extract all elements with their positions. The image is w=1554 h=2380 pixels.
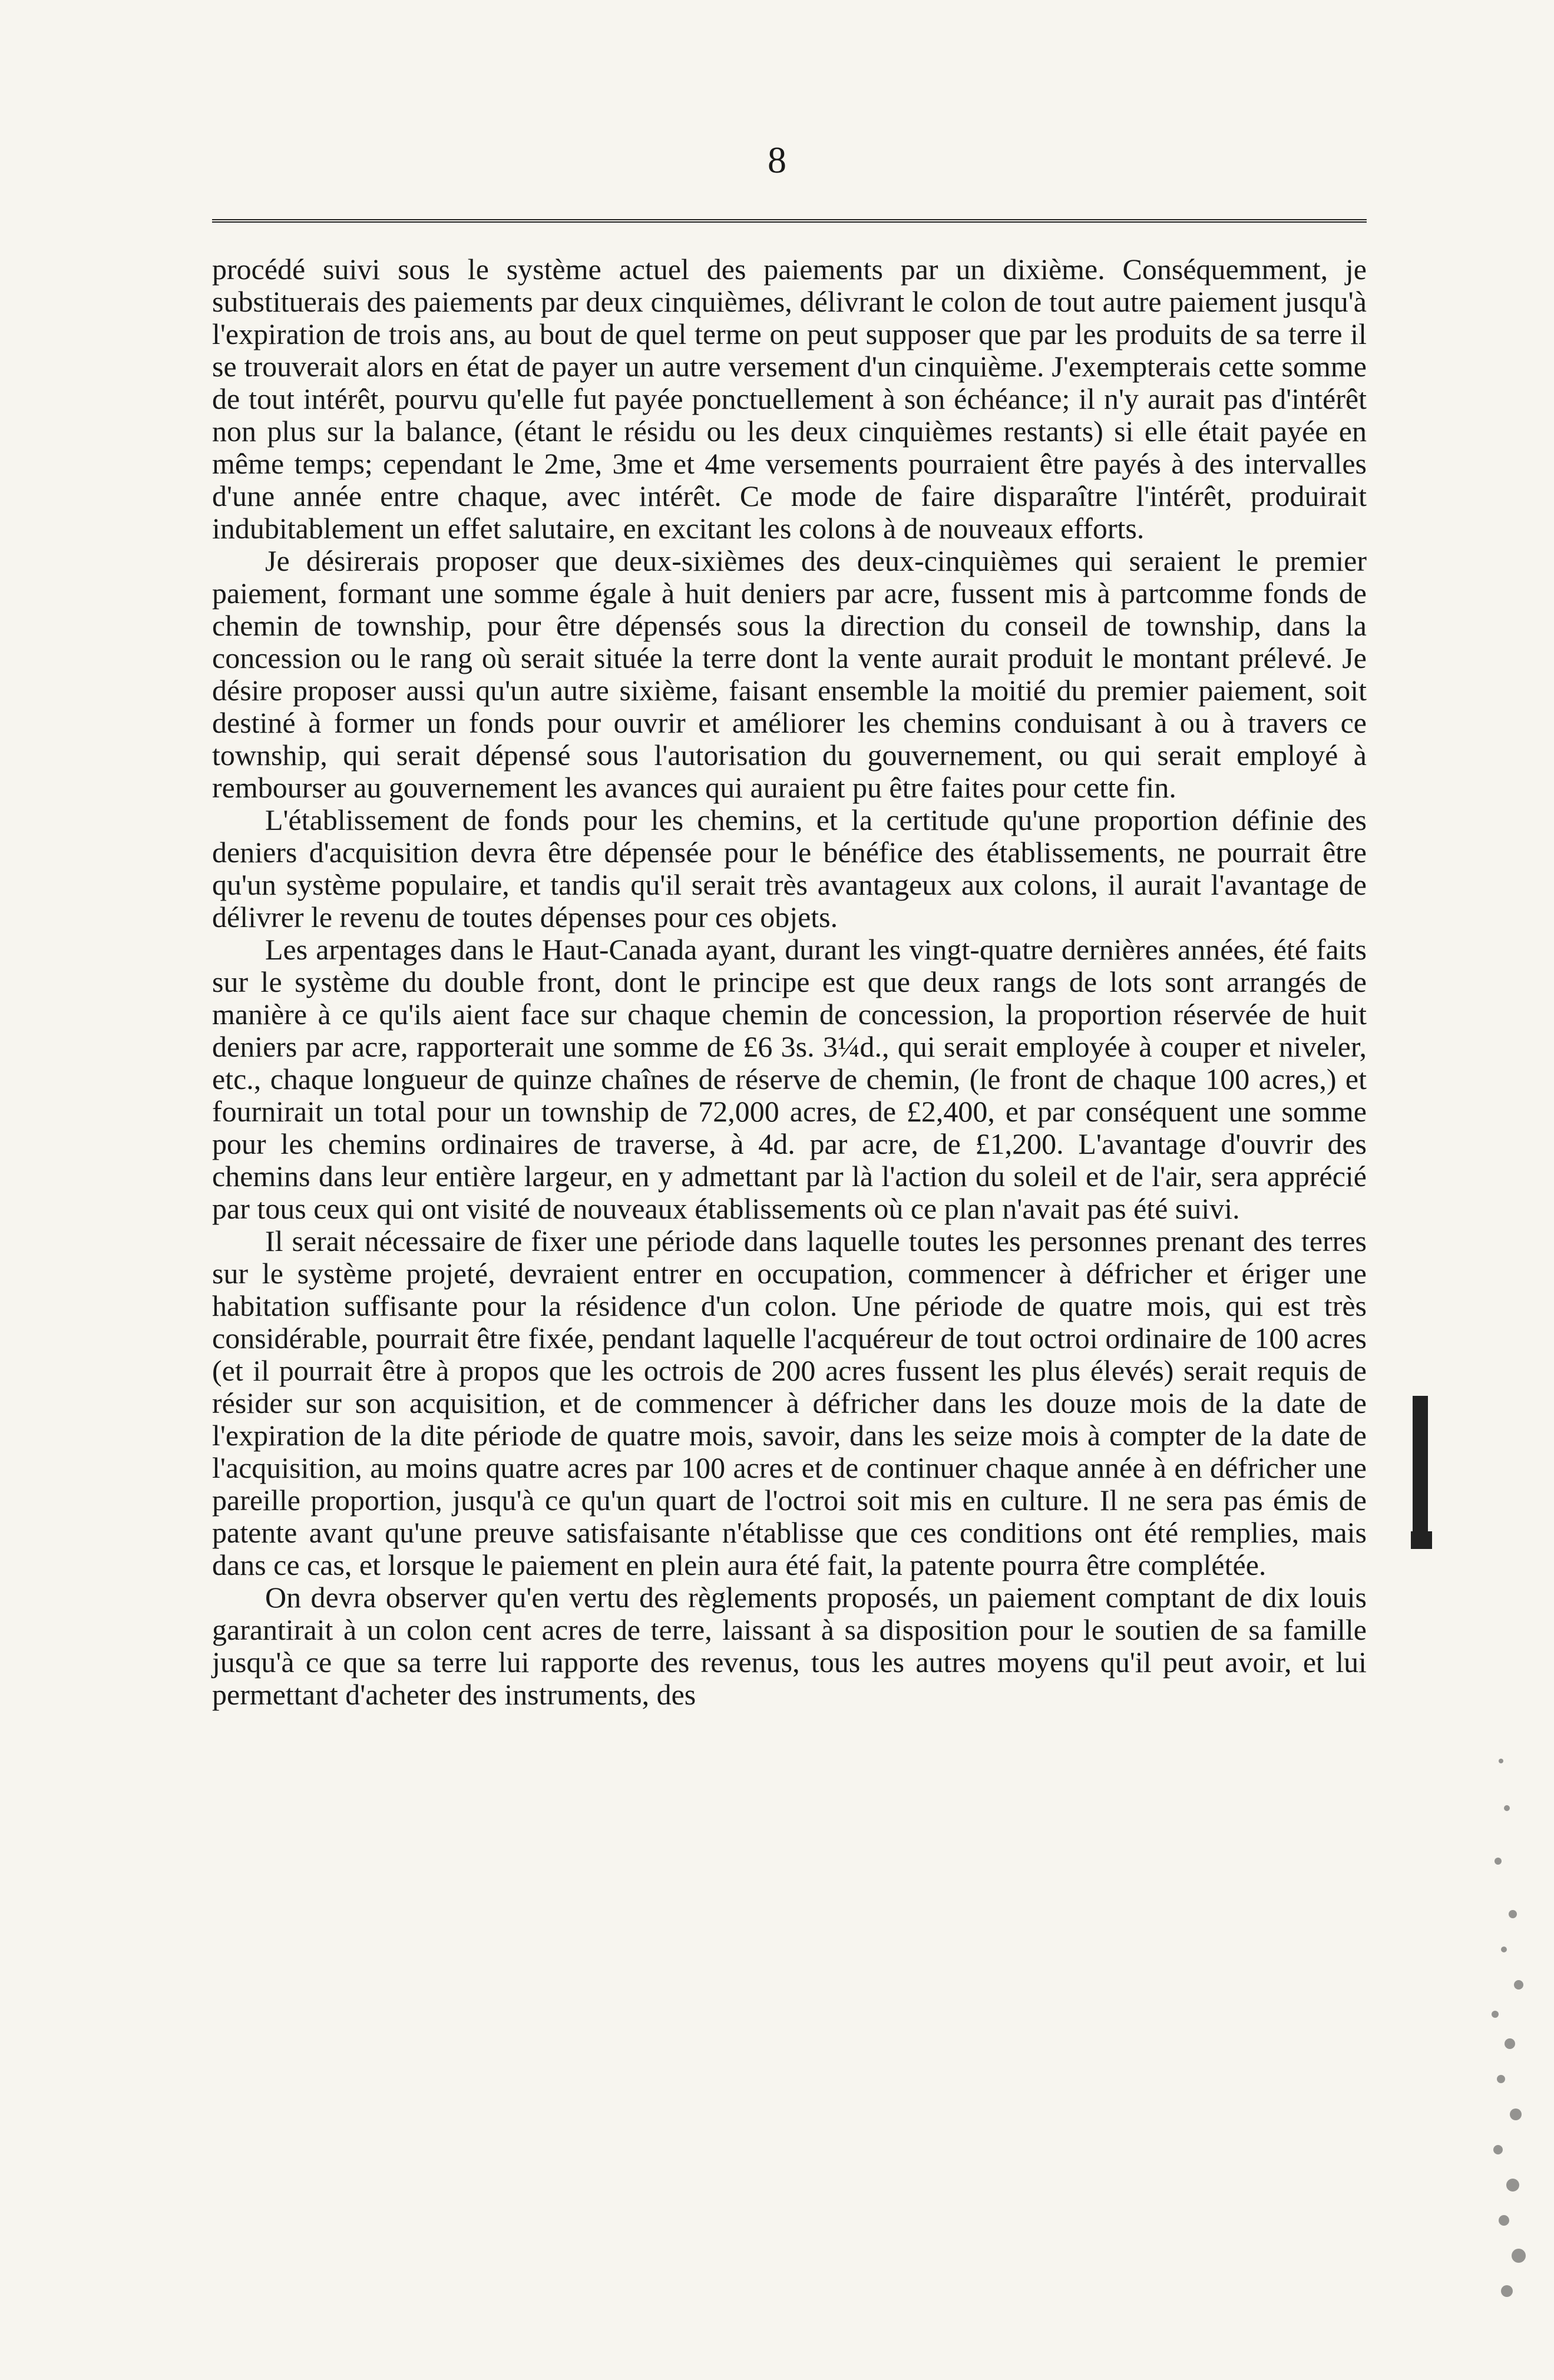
paragraph-4: Les arpentages dans le Haut-Canada ayant, durant les vingt-quatre dernières années, été faits sur le système du double front, dont le principe est que deux rangs de lots sont arrangés de manière à ce qu'ils aient face sur chaque chemin de concession, la proportion réservée de huit deniers par acre, rapporterait une somme de £6 3s. 3¼d., qui serait employée à couper et niveler, etc., chaque longueur de quinze chaînes de réserve de chemin, (le front de chaque 100 acres,) et fournirait un total pour un township de 72,000 acres, de £2,400, et par conséquent une somme pour les chemins ordinaires de traverse, à 4d. par acre, de £1,200. L'avantage d'ouvrir des chemins dans leur entière largeur, en y admettant par là l'action du soleil et de l'air, sera apprécié par tous ceux qui ont visité de nouveaux établissements où ce plan n'avait pas été suivi. [212, 933, 1367, 1225]
paragraph-3: L'établissement de fonds pour les chemins, et la certitude qu'une proportion définie des deniers d'acquisition devra être dépensée pour le bénéfice des établissements, ne pourrait être qu'un système populaire, et tandis qu'il serait très avantageux aux colons, il aurait l'avantage de délivrer le revenu de toutes dépenses pour ces objets. [212, 803, 1367, 934]
margin-ink-mark [1413, 1396, 1428, 1543]
paragraph-1: procédé suivi sous le système actuel des paiements par un dixième. Conséquemment, je substituerais des paiements par deux cinquièmes, délivrant le colon de tout autre paiement jusqu'à l'expiration de trois ans, au bout de quel terme on peut supposer que par les produits de sa terre il se trouverait alors en état de payer un autre versement d'un cinquième. J'exempterais cette somme de tout intérêt, pourvu qu'elle fut payée ponctuellement à son échéance; il n'y aurait pas d'intérêt non plus sur la balance, (étant le résidu ou les deux cinquièmes restants) si elle était payée en même temps; cependant le 2me, 3me et 4me versements pourraient être payés à des intervalles d'une année entre chaque, avec intérêt. Ce mode de faire disparaître l'intérêt, produirait indubitablement un effet salutaire, en excitant les colons à de nouveaux efforts. [212, 253, 1367, 545]
edge-stain-decoration [1466, 1737, 1542, 2326]
paragraph-6: On devra observer qu'en vertu des règlements proposés, un paiement comptant de dix louis garantirait à un colon cent acres de terre, laissant à sa disposition pour le soutien de sa famille jusqu'à ce que sa terre lui rapporte des revenus, tous les autres moyens qu'il peut avoir, et lui permettant d'acheter des instruments, des [212, 1581, 1367, 1711]
margin-ink-mark-small [1411, 1531, 1432, 1549]
header-rule [212, 219, 1367, 223]
paragraph-5: Il serait nécessaire de fixer une période dans laquelle toutes les personnes prenant des terres sur le système projeté, devraient entrer en occupation, commencer à défricher et ériger une habitation suffisante pour la résidence d'un colon. Une période de quatre mois, qui est très considérable, pourrait être fixée, pendant laquelle l'acquéreur de tout octroi ordinaire de 100 acres (et il pourrait être à propos que les octrois de 200 acres fussent les plus élevés) serait requis de résider sur son acquisition, et de commencer à défricher dans les douze mois de la date de l'expiration de la dite période de quatre mois, savoir, dans les seize mois à compter de la date de l'acquisition, au moins quatre acres par 100 acres et de continuer chaque année à en défricher une pareille proportion, jusqu'à ce qu'un quart de l'octroi soit mis en culture. Il ne sera pas émis de patente avant qu'une preuve satisfaisante n'établisse que ces conditions ont été remplies, mais dans ce cas, et lorsque le paiement en plein aura été fait, la patente pourra être complétée. [212, 1224, 1367, 1581]
page-number: 8 [768, 139, 786, 181]
paragraph-2: Je désirerais proposer que deux-sixièmes des deux-cinquièmes qui seraient le premier paiement, formant une somme égale à huit deniers par acre, fussent mis à partcomme fonds de chemin de township, pour être dépensés sous la direction du conseil de township, dans la concession ou le rang où serait située la terre dont la vente aurait produit le montant prélevé. Je désire proposer aussi qu'un autre sixième, faisant ensemble la moitié du premier paiement, soit destiné à former un fonds pour ouvrir et améliorer les chemins conduisant à ou à travers ce township, qui serait dépensé sous l'autorisation du gouvernement, ou qui serait employé à rembourser au gouvernement les avances qui auraient pu être faites pour cette fin. [212, 544, 1367, 804]
body-text [212, 253, 1367, 1711]
